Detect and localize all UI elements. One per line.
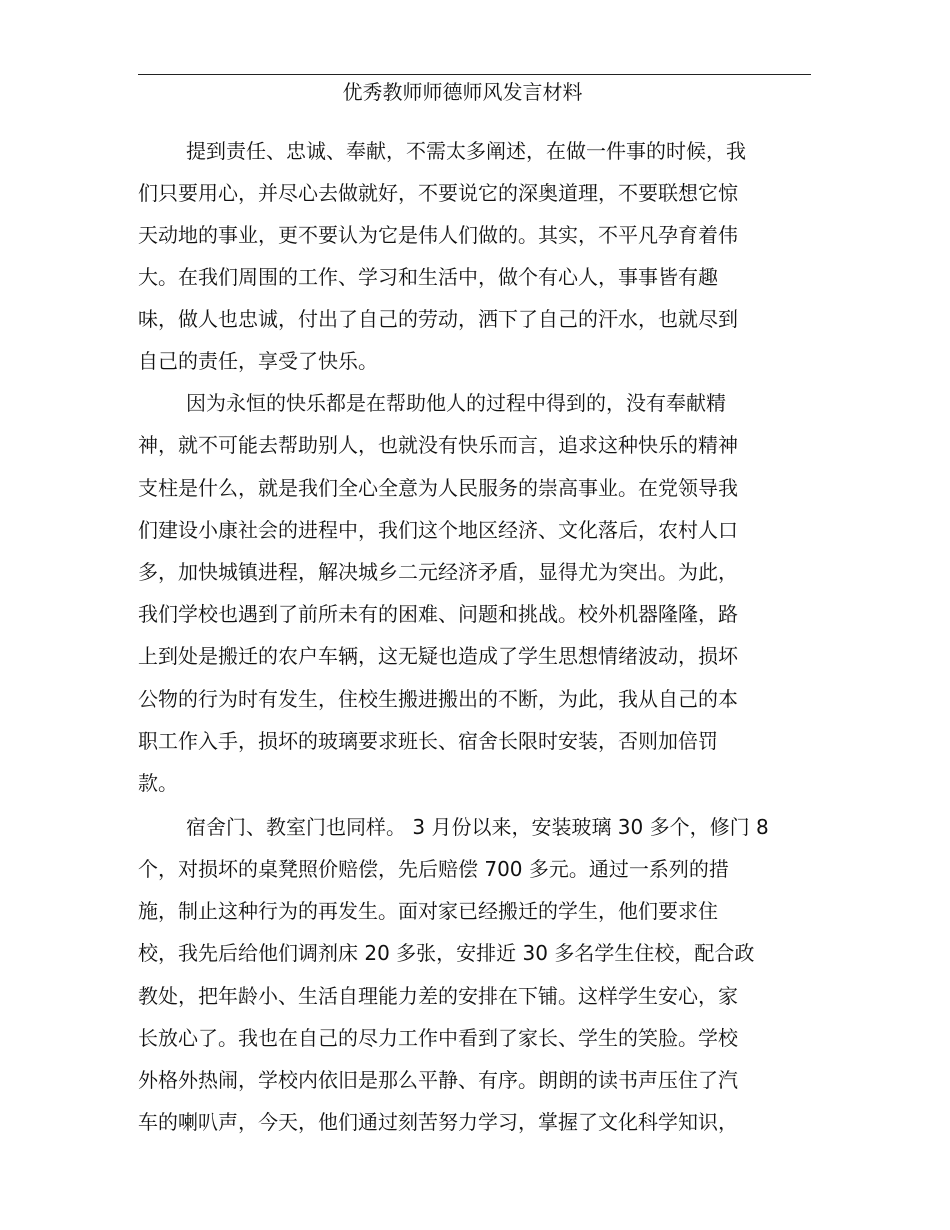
text-line: 天动地的事业，更不要认为它是伟人们做的。其实，不平凡孕育着伟 [138, 223, 738, 247]
document-title: 优秀教师师德师风发言材料 [342, 80, 583, 104]
text-line: 职工作入手，损坏的玻璃要求班长、宿舍长限时安装，否则加倍罚 [138, 729, 718, 753]
text-line: 车的喇叭声，今天，他们通过刻苦努力学习，掌握了文化科学知识， [138, 1110, 738, 1134]
header-rule [138, 74, 811, 75]
text-line: 我们学校也遇到了前所未有的困难、问题和挑战。校外机器隆隆，路 [138, 602, 738, 626]
text-line: 上到处是搬迁的农户车辆，这无疑也造成了学生思想情绪波动，损坏 [138, 644, 738, 668]
text-line: 神，就不可能去帮助别人，也就没有快乐而言，追求这种快乐的精神 [138, 433, 738, 457]
text-line: 宿舍门、教室门也同样。 3 月份以来，安装玻璃 30 多个，修门 8 [186, 815, 769, 839]
text-line: 外格外热闹，学校内依旧是那么平静、有序。朗朗的读书声压住了汽 [138, 1068, 738, 1092]
text-line: 们只要用心，并尽心去做就好，不要说它的深奥道理，不要联想它惊 [138, 181, 738, 205]
text-line: 因为永恒的快乐都是在帮助他人的过程中得到的，没有奉献精 [186, 391, 726, 415]
text-line: 多，加快城镇进程，解决城乡二元经济矛盾，显得尤为突出。为此， [138, 560, 738, 584]
text-line: 施，制止这种行为的再发生。面对家已经搬迁的学生，他们要求住 [138, 899, 718, 923]
text-line: 自己的责任，享受了快乐。 [138, 349, 378, 373]
text-line: 款。 [138, 771, 178, 795]
text-line: 长放心了。我也在自己的尽力工作中看到了家长、学生的笑脸。学校 [138, 1026, 738, 1050]
text-line: 教处，把年龄小、生活自理能力差的安排在下铺。这样学生安心，家 [138, 984, 738, 1008]
text-line: 味，做人也忠诚，付出了自己的劳动，洒下了自己的汗水，也就尽到 [138, 307, 738, 331]
text-line: 支柱是什么，就是我们全心全意为人民服务的崇高事业。在党领导我 [138, 476, 738, 500]
text-line: 们建设小康社会的进程中，我们这个地区经济、文化落后，农村人口 [138, 518, 738, 542]
text-line: 提到责任、忠诚、奉献，不需太多阐述，在做一件事的时候，我 [186, 139, 746, 163]
text-line: 大。在我们周围的工作、学习和生活中，做个有心人，事事皆有趣 [138, 265, 718, 289]
text-line: 公物的行为时有发生，住校生搬进搬出的不断，为此，我从自己的本 [138, 687, 738, 711]
text-line: 个，对损坏的桌凳照价赔偿，先后赔偿 700 多元。通过一系列的措 [138, 857, 729, 881]
text-line: 校，我先后给他们调剂床 20 多张，安排近 30 多名学生住校，配合政 [138, 941, 755, 965]
